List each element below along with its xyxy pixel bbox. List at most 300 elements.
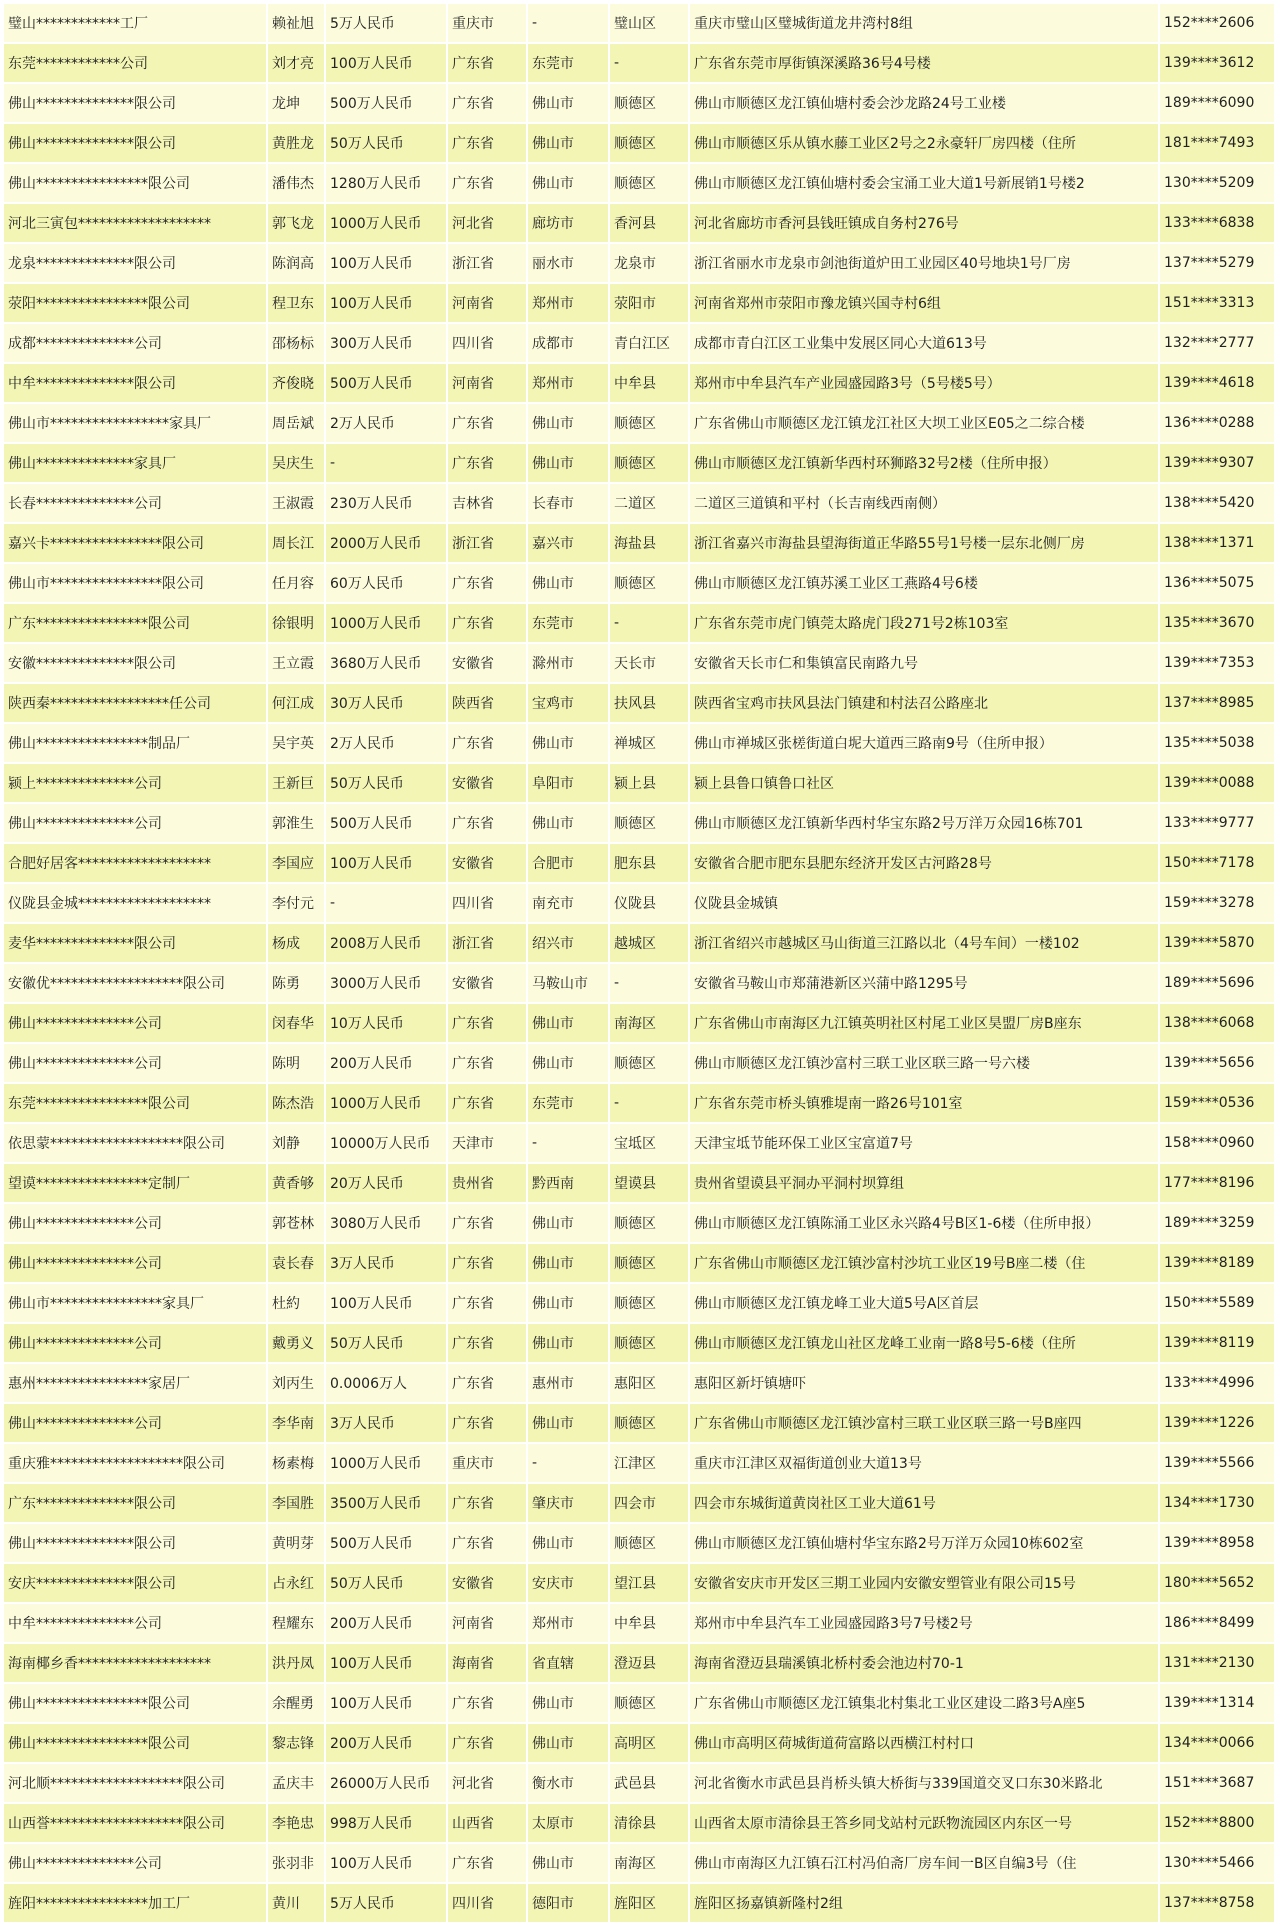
registered-capital-cell: 20万人民币: [326, 1164, 448, 1204]
city-cell: 郑州市: [528, 284, 610, 324]
phone-cell: 131****2130: [1160, 1644, 1276, 1684]
registered-capital-cell: 100万人民币: [326, 844, 448, 884]
district-cell: 扶风县: [610, 684, 690, 724]
address-cell: 四会市东城街道黄岗社区工业大道61号: [690, 1484, 1160, 1524]
phone-cell: 189****3259: [1160, 1204, 1276, 1244]
legal-person-cell: 张羽非: [268, 1844, 326, 1884]
table-row: [4, 1204, 1276, 1244]
city-cell: 嘉兴市: [528, 524, 610, 564]
legal-person-cell: 陈润高: [268, 244, 326, 284]
registered-capital-cell: 3680万人民币: [326, 644, 448, 684]
district-cell: 武邑县: [610, 1764, 690, 1804]
registered-capital-cell: 230万人民币: [326, 484, 448, 524]
company-name-cell: 惠州****************家居厂: [4, 1364, 268, 1404]
company-name-cell: 广东****************限公司: [4, 604, 268, 644]
province-cell: 广东省: [448, 444, 528, 484]
phone-cell: 138****6068: [1160, 1004, 1276, 1044]
district-cell: 仪陇县: [610, 884, 690, 924]
legal-person-cell: 洪丹凤: [268, 1644, 326, 1684]
phone-cell: 136****0288: [1160, 404, 1276, 444]
table-row: [4, 1364, 1276, 1404]
legal-person-cell: 郭飞龙: [268, 204, 326, 244]
phone-cell: 133****4996: [1160, 1364, 1276, 1404]
phone-cell: 139****0088: [1160, 764, 1276, 804]
city-cell: 郑州市: [528, 364, 610, 404]
address-cell: 广东省佛山市顺德区龙江镇龙江社区大坝工业区E05之二综合楼: [690, 404, 1160, 444]
company-name-cell: 山西誉*******************限公司: [4, 1804, 268, 1844]
phone-cell: 139****8119: [1160, 1324, 1276, 1364]
address-cell: 佛山市顺德区龙江镇仙塘村委会沙龙路24号工业楼: [690, 84, 1160, 124]
district-cell: 顺德区: [610, 124, 690, 164]
district-cell: 旌阳区: [610, 1884, 690, 1924]
district-cell: 顺德区: [610, 804, 690, 844]
province-cell: 广东省: [448, 44, 528, 84]
address-cell: 河北省廊坊市香河县钱旺镇成自务村276号: [690, 204, 1160, 244]
province-cell: 四川省: [448, 1884, 528, 1924]
province-cell: 广东省: [448, 1324, 528, 1364]
table-row: [4, 1244, 1276, 1284]
registered-capital-cell: 100万人民币: [326, 244, 448, 284]
registered-capital-cell: 5万人民币: [326, 4, 448, 44]
registered-capital-cell: 26000万人民币: [326, 1764, 448, 1804]
registered-capital-cell: 2000万人民币: [326, 524, 448, 564]
phone-cell: 134****0066: [1160, 1724, 1276, 1764]
company-name-cell: 河北三寅包*******************: [4, 204, 268, 244]
registered-capital-cell: 5万人民币: [326, 1884, 448, 1924]
phone-cell: 158****0960: [1160, 1124, 1276, 1164]
registered-capital-cell: 2万人民币: [326, 404, 448, 444]
city-cell: 南充市: [528, 884, 610, 924]
registered-capital-cell: 50万人民币: [326, 1324, 448, 1364]
legal-person-cell: 杜約: [268, 1284, 326, 1324]
city-cell: 惠州市: [528, 1364, 610, 1404]
district-cell: 清徐县: [610, 1804, 690, 1844]
address-cell: 安徽省天长市仁和集镇富民南路九号: [690, 644, 1160, 684]
province-cell: 广东省: [448, 1844, 528, 1884]
company-name-cell: 安庆**************限公司: [4, 1564, 268, 1604]
company-name-cell: 龙泉**************限公司: [4, 244, 268, 284]
legal-person-cell: 吴宇英: [268, 724, 326, 764]
province-cell: 广东省: [448, 1204, 528, 1244]
district-cell: 澄迈县: [610, 1644, 690, 1684]
district-cell: 顺德区: [610, 1404, 690, 1444]
province-cell: 广东省: [448, 1364, 528, 1404]
province-cell: 广东省: [448, 164, 528, 204]
province-cell: 广东省: [448, 1484, 528, 1524]
registered-capital-cell: 500万人民币: [326, 84, 448, 124]
district-cell: -: [610, 44, 690, 84]
province-cell: 浙江省: [448, 244, 528, 284]
province-cell: 广东省: [448, 1244, 528, 1284]
phone-cell: 151****3313: [1160, 284, 1276, 324]
address-cell: 惠阳区新圩镇塘吓: [690, 1364, 1160, 1404]
address-cell: 广东省佛山市顺德区龙江镇沙富村三联工业区联三路一号B座四: [690, 1404, 1160, 1444]
table-row: [4, 4, 1276, 44]
address-cell: 安徽省安庆市开发区三期工业园内安徽安塑管业有限公司15号: [690, 1564, 1160, 1604]
city-cell: 佛山市: [528, 404, 610, 444]
city-cell: 佛山市: [528, 1244, 610, 1284]
city-cell: 丽水市: [528, 244, 610, 284]
company-name-cell: 东莞************公司: [4, 44, 268, 84]
legal-person-cell: 黄胜龙: [268, 124, 326, 164]
phone-cell: 159****0536: [1160, 1084, 1276, 1124]
district-cell: 四会市: [610, 1484, 690, 1524]
table-row: [4, 564, 1276, 604]
district-cell: 顺德区: [610, 1324, 690, 1364]
district-cell: 顺德区: [610, 1284, 690, 1324]
legal-person-cell: 潘伟杰: [268, 164, 326, 204]
phone-cell: 139****5870: [1160, 924, 1276, 964]
city-cell: 滁州市: [528, 644, 610, 684]
phone-cell: 134****1730: [1160, 1484, 1276, 1524]
address-cell: 仪陇县金城镇: [690, 884, 1160, 924]
phone-cell: 137****8758: [1160, 1884, 1276, 1924]
city-cell: 东莞市: [528, 1084, 610, 1124]
registered-capital-cell: 60万人民币: [326, 564, 448, 604]
table-row: [4, 1124, 1276, 1164]
table-row: [4, 164, 1276, 204]
company-name-cell: 佛山**************限公司: [4, 124, 268, 164]
company-name-cell: 佛山市****************家具厂: [4, 1284, 268, 1324]
phone-cell: 137****5279: [1160, 244, 1276, 284]
phone-cell: 159****3278: [1160, 884, 1276, 924]
city-cell: 肇庆市: [528, 1484, 610, 1524]
phone-cell: 133****6838: [1160, 204, 1276, 244]
phone-cell: 152****2606: [1160, 4, 1276, 44]
legal-person-cell: 龙坤: [268, 84, 326, 124]
table-row: [4, 644, 1276, 684]
district-cell: 南海区: [610, 1844, 690, 1884]
registered-capital-cell: -: [326, 444, 448, 484]
district-cell: 顺德区: [610, 1044, 690, 1084]
province-cell: 安徽省: [448, 964, 528, 1004]
table-row: [4, 1804, 1276, 1844]
district-cell: 顺德区: [610, 564, 690, 604]
district-cell: 江津区: [610, 1444, 690, 1484]
registered-capital-cell: 100万人民币: [326, 284, 448, 324]
legal-person-cell: 吴庆生: [268, 444, 326, 484]
company-name-cell: 河北顺*******************限公司: [4, 1764, 268, 1804]
city-cell: 长春市: [528, 484, 610, 524]
address-cell: 佛山市顺德区龙江镇沙富村三联工业区联三路一号六楼: [690, 1044, 1160, 1084]
city-cell: 佛山市: [528, 804, 610, 844]
address-cell: 二道区三道镇和平村（长吉南线西南侧）: [690, 484, 1160, 524]
province-cell: 河北省: [448, 204, 528, 244]
company-name-cell: 合肥好居客*******************: [4, 844, 268, 884]
province-cell: 浙江省: [448, 524, 528, 564]
address-cell: 佛山市顺德区龙江镇新华西村华宝东路2号万洋万众园16栋701: [690, 804, 1160, 844]
table-row: [4, 524, 1276, 564]
company-name-cell: 佛山**************公司: [4, 1324, 268, 1364]
table-row: [4, 964, 1276, 1004]
legal-person-cell: 郭苍林: [268, 1204, 326, 1244]
province-cell: 安徽省: [448, 1564, 528, 1604]
district-cell: 越城区: [610, 924, 690, 964]
phone-cell: 181****7493: [1160, 124, 1276, 164]
registered-capital-cell: 10000万人民币: [326, 1124, 448, 1164]
table-row: [4, 1524, 1276, 1564]
legal-person-cell: 王淑霞: [268, 484, 326, 524]
company-name-cell: 成都**************公司: [4, 324, 268, 364]
district-cell: 天长市: [610, 644, 690, 684]
city-cell: 黔西南: [528, 1164, 610, 1204]
phone-cell: 132****2777: [1160, 324, 1276, 364]
registered-capital-cell: 300万人民币: [326, 324, 448, 364]
district-cell: -: [610, 1084, 690, 1124]
phone-cell: 139****7353: [1160, 644, 1276, 684]
district-cell: 顺德区: [610, 84, 690, 124]
company-name-cell: 佛山市*****************家具厂: [4, 404, 268, 444]
address-cell: 佛山市顺德区龙江镇新华西村环狮路32号2楼（住所申报）: [690, 444, 1160, 484]
district-cell: 香河县: [610, 204, 690, 244]
company-name-cell: 颍上**************公司: [4, 764, 268, 804]
province-cell: 广东省: [448, 404, 528, 444]
company-name-cell: 佛山**************公司: [4, 1404, 268, 1444]
city-cell: 佛山市: [528, 1524, 610, 1564]
district-cell: -: [610, 964, 690, 1004]
phone-cell: 136****5075: [1160, 564, 1276, 604]
legal-person-cell: 杨素梅: [268, 1444, 326, 1484]
phone-cell: 139****5656: [1160, 1044, 1276, 1084]
legal-person-cell: 闵春华: [268, 1004, 326, 1044]
legal-person-cell: 任月容: [268, 564, 326, 604]
province-cell: 广东省: [448, 804, 528, 844]
legal-person-cell: 齐俊晓: [268, 364, 326, 404]
province-cell: 河南省: [448, 1604, 528, 1644]
phone-cell: 189****6090: [1160, 84, 1276, 124]
city-cell: -: [528, 1124, 610, 1164]
phone-cell: 137****8985: [1160, 684, 1276, 724]
registered-capital-cell: 50万人民币: [326, 124, 448, 164]
table-row: [4, 444, 1276, 484]
district-cell: 顺德区: [610, 444, 690, 484]
province-cell: 山西省: [448, 1804, 528, 1844]
company-name-cell: 荥阳****************限公司: [4, 284, 268, 324]
city-cell: 佛山市: [528, 564, 610, 604]
address-cell: 佛山市顺德区龙江镇陈涌工业区永兴路4号B区1-6楼（住所申报）: [690, 1204, 1160, 1244]
company-name-cell: 旌阳****************加工厂: [4, 1884, 268, 1924]
city-cell: 佛山市: [528, 84, 610, 124]
phone-cell: 139****8189: [1160, 1244, 1276, 1284]
address-cell: 陕西省宝鸡市扶风县法门镇建和村法召公路座北: [690, 684, 1160, 724]
district-cell: 顺德区: [610, 1684, 690, 1724]
province-cell: 广东省: [448, 1684, 528, 1724]
city-cell: 佛山市: [528, 124, 610, 164]
province-cell: 广东省: [448, 604, 528, 644]
company-name-cell: 海南椰乡香*******************: [4, 1644, 268, 1684]
company-name-cell: 广东**************限公司: [4, 1484, 268, 1524]
city-cell: 安庆市: [528, 1564, 610, 1604]
company-name-cell: 佛山****************限公司: [4, 1684, 268, 1724]
table-row: [4, 1604, 1276, 1644]
table-row: [4, 44, 1276, 84]
legal-person-cell: 程卫东: [268, 284, 326, 324]
company-name-cell: 仪陇县金城*******************: [4, 884, 268, 924]
legal-person-cell: 戴勇义: [268, 1324, 326, 1364]
table-row: [4, 924, 1276, 964]
table-row: [4, 684, 1276, 724]
legal-person-cell: 邵杨标: [268, 324, 326, 364]
district-cell: 顺德区: [610, 164, 690, 204]
city-cell: 德阳市: [528, 1884, 610, 1924]
table-row: [4, 604, 1276, 644]
table-row: [4, 84, 1276, 124]
district-cell: 肥东县: [610, 844, 690, 884]
registered-capital-cell: 1000万人民币: [326, 1084, 448, 1124]
address-cell: 贵州省望谟县平洞办平洞村坝算组: [690, 1164, 1160, 1204]
legal-person-cell: 孟庆丰: [268, 1764, 326, 1804]
city-cell: 成都市: [528, 324, 610, 364]
legal-person-cell: 李国胜: [268, 1484, 326, 1524]
table-row: [4, 1084, 1276, 1124]
address-cell: 佛山市顺德区龙江镇仙塘村华宝东路2号万洋万众园10栋602室: [690, 1524, 1160, 1564]
address-cell: 佛山市顺德区乐从镇水藤工业区2号之2永豪轩厂房四楼（住所: [690, 124, 1160, 164]
company-name-cell: 佛山****************限公司: [4, 1724, 268, 1764]
table-row: [4, 884, 1276, 924]
address-cell: 天津宝坻节能环保工业区宝富道7号: [690, 1124, 1160, 1164]
registered-capital-cell: 3万人民币: [326, 1404, 448, 1444]
city-cell: 佛山市: [528, 1004, 610, 1044]
district-cell: 二道区: [610, 484, 690, 524]
table-row: [4, 1564, 1276, 1604]
address-cell: 广东省东莞市虎门镇莞太路虎门段271号2栋103室: [690, 604, 1160, 644]
address-cell: 佛山市顺德区龙江镇龙峰工业大道5号A区首层: [690, 1284, 1160, 1324]
province-cell: 河南省: [448, 284, 528, 324]
company-name-cell: 璧山************工厂: [4, 4, 268, 44]
city-cell: 佛山市: [528, 1404, 610, 1444]
registered-capital-cell: 500万人民币: [326, 1524, 448, 1564]
district-cell: 青白江区: [610, 324, 690, 364]
city-cell: 佛山市: [528, 164, 610, 204]
company-name-cell: 佛山**************限公司: [4, 84, 268, 124]
district-cell: 高明区: [610, 1724, 690, 1764]
table-row: [4, 724, 1276, 764]
company-name-cell: 依思蒙*******************限公司: [4, 1124, 268, 1164]
city-cell: 佛山市: [528, 1044, 610, 1084]
registered-capital-cell: 500万人民币: [326, 804, 448, 844]
address-cell: 广东省佛山市顺德区龙江镇沙富村沙坑工业区19号B座二楼（住: [690, 1244, 1160, 1284]
province-cell: 四川省: [448, 324, 528, 364]
table-row: [4, 804, 1276, 844]
registered-capital-cell: 100万人民币: [326, 1844, 448, 1884]
legal-person-cell: 黄香够: [268, 1164, 326, 1204]
province-cell: 陕西省: [448, 684, 528, 724]
registered-capital-cell: 100万人民币: [326, 1284, 448, 1324]
district-cell: 中牟县: [610, 1604, 690, 1644]
province-cell: 广东省: [448, 1084, 528, 1124]
address-cell: 广东省佛山市顺德区龙江镇集北村集北工业区建设二路3号A座5: [690, 1684, 1160, 1724]
city-cell: 合肥市: [528, 844, 610, 884]
province-cell: 安徽省: [448, 764, 528, 804]
district-cell: 中牟县: [610, 364, 690, 404]
table-row: [4, 1164, 1276, 1204]
registered-capital-cell: 200万人民币: [326, 1044, 448, 1084]
table-row: [4, 1764, 1276, 1804]
phone-cell: 139****9307: [1160, 444, 1276, 484]
registered-capital-cell: 100万人民币: [326, 1684, 448, 1724]
legal-person-cell: 何江成: [268, 684, 326, 724]
address-cell: 成都市青白江区工业集中发展区同心大道613号: [690, 324, 1160, 364]
province-cell: 广东省: [448, 1004, 528, 1044]
city-cell: 佛山市: [528, 1204, 610, 1244]
city-cell: 省直辖: [528, 1644, 610, 1684]
company-name-cell: 望谟****************定制厂: [4, 1164, 268, 1204]
phone-cell: 139****3612: [1160, 44, 1276, 84]
registered-capital-cell: 200万人民币: [326, 1604, 448, 1644]
company-name-cell: 中牟**************限公司: [4, 364, 268, 404]
province-cell: 安徽省: [448, 844, 528, 884]
table-row: [4, 844, 1276, 884]
address-cell: 广东省东莞市桥头镇雅堤南一路26号101室: [690, 1084, 1160, 1124]
address-cell: 佛山市禅城区张槎街道白坭大道西三路南9号（住所申报）: [690, 724, 1160, 764]
table-row: [4, 204, 1276, 244]
legal-person-cell: 周岳斌: [268, 404, 326, 444]
table-row: [4, 1324, 1276, 1364]
province-cell: 广东省: [448, 124, 528, 164]
phone-cell: 186****8499: [1160, 1604, 1276, 1644]
city-cell: 东莞市: [528, 44, 610, 84]
province-cell: 贵州省: [448, 1164, 528, 1204]
address-cell: 颍上县鲁口镇鲁口社区: [690, 764, 1160, 804]
legal-person-cell: 王立霞: [268, 644, 326, 684]
district-cell: -: [610, 604, 690, 644]
registered-capital-cell: 2万人民币: [326, 724, 448, 764]
district-cell: 禅城区: [610, 724, 690, 764]
province-cell: 广东省: [448, 1044, 528, 1084]
registered-capital-cell: 3500万人民币: [326, 1484, 448, 1524]
address-cell: 山西省太原市清徐县王答乡同戈站村元跃物流园区内东区一号: [690, 1804, 1160, 1844]
legal-person-cell: 余醒勇: [268, 1684, 326, 1724]
legal-person-cell: 黄川: [268, 1884, 326, 1924]
table-row: [4, 1404, 1276, 1444]
address-cell: 河南省郑州市荥阳市豫龙镇兴国寺村6组: [690, 284, 1160, 324]
district-cell: 璧山区: [610, 4, 690, 44]
phone-cell: 130****5466: [1160, 1844, 1276, 1884]
table-row: [4, 764, 1276, 804]
registered-capital-cell: 100万人民币: [326, 1644, 448, 1684]
phone-cell: 133****9777: [1160, 804, 1276, 844]
registered-capital-cell: 2008万人民币: [326, 924, 448, 964]
address-cell: 佛山市顺德区龙江镇苏溪工业区工燕路4号6楼: [690, 564, 1160, 604]
phone-cell: 130****5209: [1160, 164, 1276, 204]
table-row: [4, 364, 1276, 404]
address-cell: 佛山市顺德区龙江镇龙山社区龙峰工业南一路8号5-6楼（住所: [690, 1324, 1160, 1364]
company-name-cell: 麦华**************限公司: [4, 924, 268, 964]
address-cell: 浙江省绍兴市越城区马山街道三江路以北（4号车间）一楼102: [690, 924, 1160, 964]
district-cell: 宝坻区: [610, 1124, 690, 1164]
legal-person-cell: 赖祉旭: [268, 4, 326, 44]
city-cell: 宝鸡市: [528, 684, 610, 724]
table-row: [4, 484, 1276, 524]
table-row: [4, 1044, 1276, 1084]
province-cell: 广东省: [448, 1404, 528, 1444]
registered-capital-cell: 1000万人民币: [326, 1444, 448, 1484]
company-table: [4, 4, 1276, 1924]
address-cell: 佛山市高明区荷城街道荷富路以西横江村村口: [690, 1724, 1160, 1764]
company-name-cell: 佛山****************限公司: [4, 164, 268, 204]
phone-cell: 150****7178: [1160, 844, 1276, 884]
legal-person-cell: 陈明: [268, 1044, 326, 1084]
address-cell: 安徽省合肥市肥东县肥东经济开发区古河路28号: [690, 844, 1160, 884]
legal-person-cell: 占永红: [268, 1564, 326, 1604]
legal-person-cell: 黎志锋: [268, 1724, 326, 1764]
company-name-cell: 佛山**************公司: [4, 1844, 268, 1884]
province-cell: 重庆市: [448, 1444, 528, 1484]
table-row: [4, 1724, 1276, 1764]
district-cell: 龙泉市: [610, 244, 690, 284]
city-cell: 马鞍山市: [528, 964, 610, 1004]
district-cell: 海盐县: [610, 524, 690, 564]
